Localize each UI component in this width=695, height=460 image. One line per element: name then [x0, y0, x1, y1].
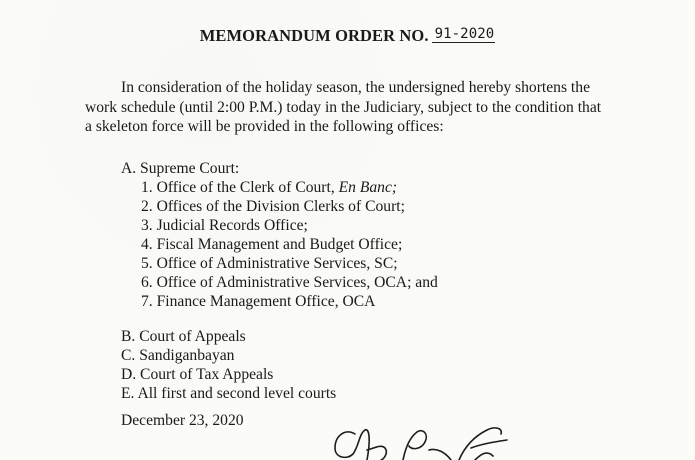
item-number: 4. [141, 236, 153, 253]
office-c: C. Sandiganbayan [121, 347, 235, 364]
item-number: 7. [141, 293, 153, 310]
supreme-court-item [121, 216, 438, 235]
memo-title-text: MEMORANDUM ORDER NO. [199, 26, 429, 45]
item-text: Fiscal Management and Budget Office; [156, 236, 403, 253]
item-number: 6. [141, 274, 153, 291]
item-number: 3. [141, 217, 153, 234]
supreme-court-item [121, 235, 438, 254]
signature-icon [325, 420, 515, 460]
supreme-court-item [121, 292, 438, 311]
item-text: Office of Administrative Services, OCA; and [156, 274, 438, 291]
item-emphasis: En Banc; [338, 179, 398, 196]
item-number: 5. [141, 255, 153, 272]
memo-body-paragraph [85, 78, 665, 137]
office-a-heading: A. Supreme Court: [121, 160, 240, 177]
supreme-court-item [121, 197, 438, 216]
office-d: D. Court of Tax Appeals [121, 366, 274, 383]
body-line-3: a skeleton force will be provided in the following offices: [85, 118, 444, 135]
list-spacer [121, 311, 438, 327]
supreme-court-item [121, 254, 438, 273]
item-number: 1. [141, 179, 153, 196]
item-text: Office of Administrative Services, SC; [156, 255, 398, 272]
item-text: Offices of the Division Clerks of Court; [156, 198, 405, 215]
memo-title [0, 26, 695, 46]
memo-date: December 23, 2020 [121, 412, 244, 429]
body-line-1: In consideration of the holiday season, the undersigned hereby shortens the [121, 79, 590, 96]
memo-order-number: 91-2020 [432, 27, 496, 43]
item-number: 2. [141, 198, 153, 215]
item-text: Finance Management Office, OCA [156, 293, 376, 310]
office-e: E. All first and second level courts [121, 385, 337, 402]
office-b: B. Court of Appeals [121, 328, 246, 345]
item-text: Judicial Records Office; [156, 217, 308, 234]
supreme-court-item [121, 273, 438, 292]
office-list [121, 159, 438, 403]
supreme-court-item [121, 178, 438, 197]
item-text: Office of the Clerk of Court, [156, 179, 339, 196]
body-line-2: work schedule (until 2:00 P.M.) today in the Judiciary, subject to the condition that [85, 98, 602, 116]
